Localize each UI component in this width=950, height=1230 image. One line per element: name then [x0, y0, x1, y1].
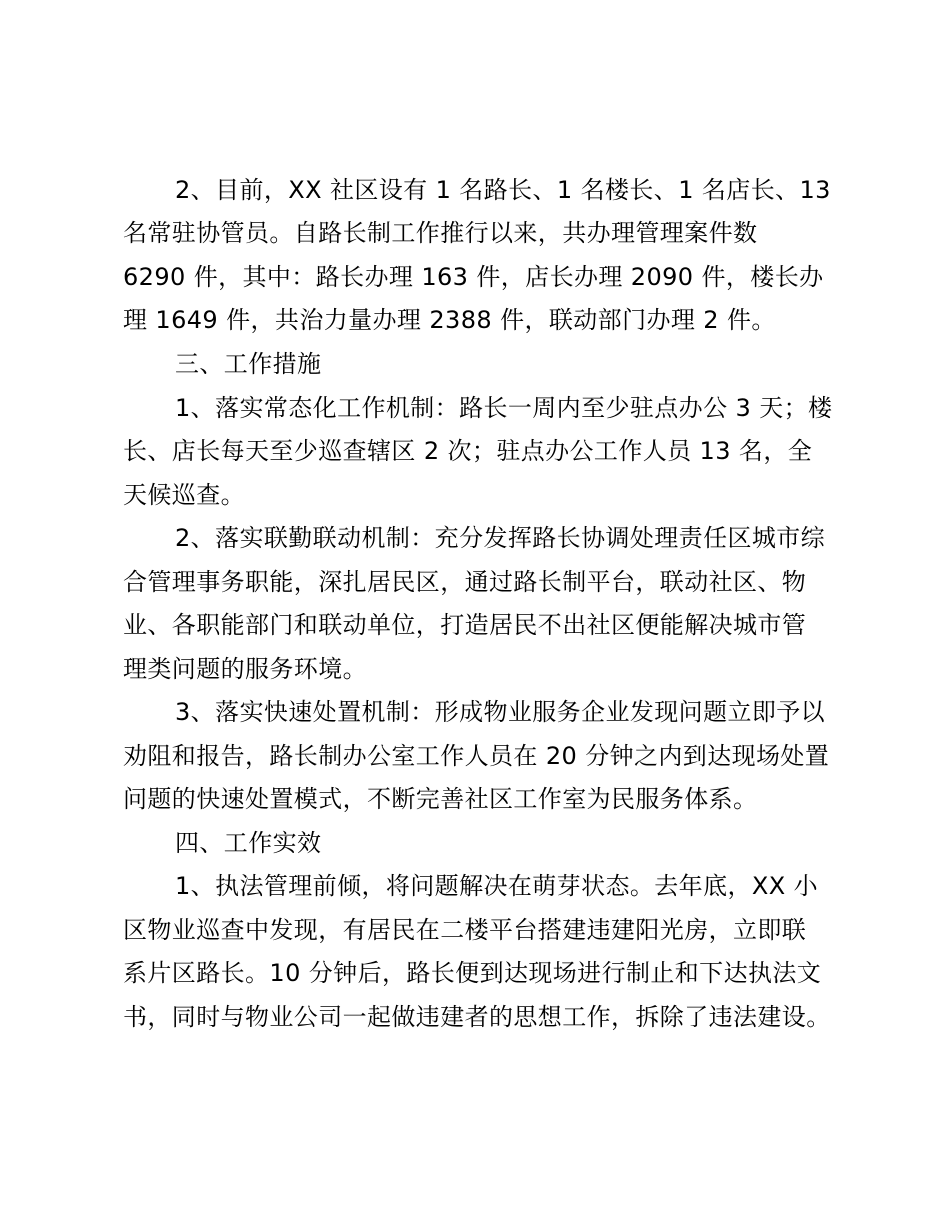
- paragraph-line: 1、执法管理前倾，将问题解决在萌芽状态。去年底，XX 小: [175, 872, 818, 900]
- paragraph-line: 系片区路长。10 分钟后，路长便到达现场进行制止和下达执法文: [123, 959, 822, 987]
- section-heading: 三、工作措施: [175, 350, 322, 378]
- section-heading: 四、工作实效: [175, 829, 322, 857]
- paragraph-line: 业、各职能部门和联动单位，打造居民不出社区便能解决城市管: [123, 611, 807, 639]
- paragraph-line: 理类问题的服务环境。: [123, 655, 367, 683]
- paragraph-line: 天候巡查。: [123, 481, 245, 509]
- paragraph-line: 2、落实联勤联动机制：充分发挥路长协调处理责任区城市综: [175, 524, 826, 552]
- paragraph-line: 名常驻协管员。自路长制工作推行以来，共办理管理案件数: [123, 219, 758, 247]
- paragraph-line: 劝阻和报告，路长制办公室工作人员在 20 分钟之内到达现场处置: [123, 742, 830, 770]
- paragraph-line: 6290 件，其中：路长办理 163 件，店长办理 2090 件，楼长办: [123, 263, 824, 291]
- paragraph-line: 理 1649 件，共治力量办理 2388 件，联动部门办理 2 件。: [123, 306, 776, 334]
- paragraph-line: 1、落实常态化工作机制：路长一周内至少驻点办公 3 天；楼: [175, 394, 833, 422]
- paragraph-line: 区物业巡查中发现，有居民在二楼平台搭建违建阳光房，立即联: [123, 916, 807, 944]
- paragraph-line: 书，同时与物业公司一起做违建者的思想工作，拆除了违法建设。: [123, 1003, 831, 1031]
- paragraph-line: 问题的快速处置模式，不断完善社区工作室为民服务体系。: [123, 785, 758, 813]
- paragraph-line: 长、店长每天至少巡查辖区 2 次；驻点办公工作人员 13 名，全: [123, 437, 813, 465]
- paragraph-line: 2、目前，XX 社区设有 1 名路长、1 名楼长、1 名店长、13: [175, 176, 831, 204]
- paragraph-line: 3、落实快速处置机制：形成物业服务企业发现问题立即予以: [175, 698, 826, 726]
- paragraph-line: 合管理事务职能，深扎居民区，通过路长制平台，联动社区、物: [123, 568, 807, 596]
